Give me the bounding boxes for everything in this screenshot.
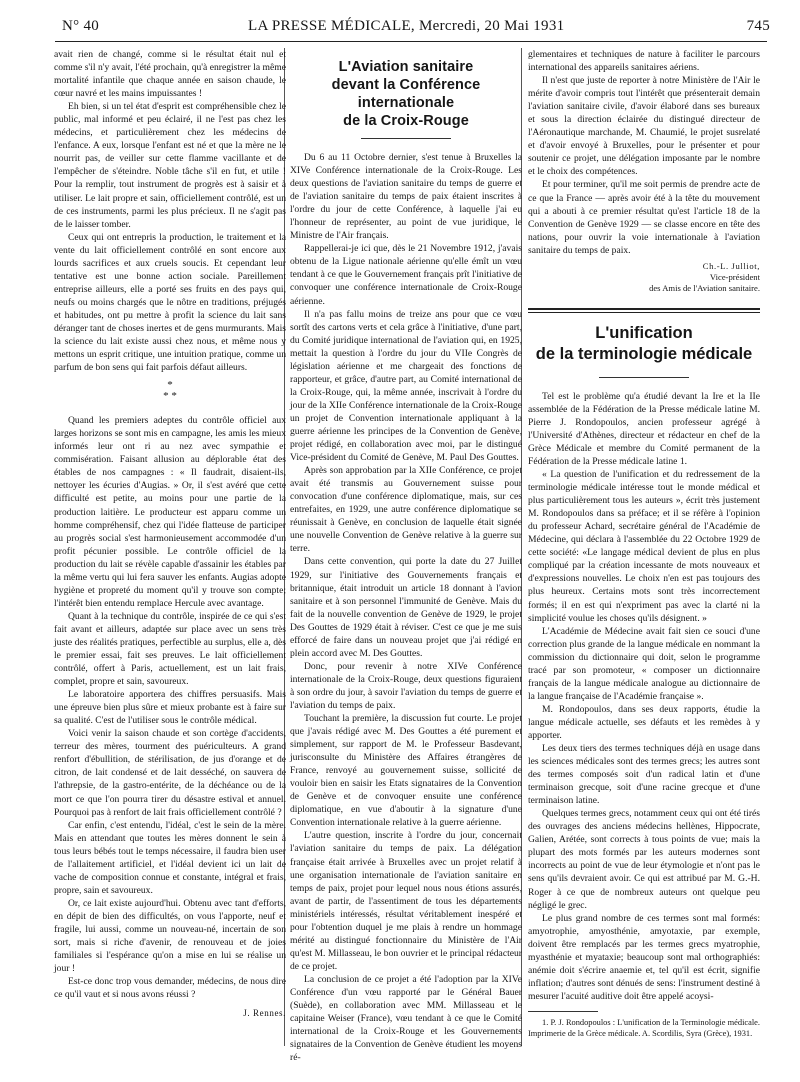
article-separator-thin xyxy=(528,312,760,313)
page-header xyxy=(48,18,770,40)
issue-number: N° 40 xyxy=(62,18,100,34)
paragraph: Dans cette convention, qui porte la date du 27 Juillet 1929, sur l'initiative des Gouvernements français et britannique, était introduit un article 18 donnant à l'avion sanitaire et à son personnel l'immunité de Genève. Mais du fait de la nouvelle convention de Genève de 1929, le projet Des Gouttes de 1929 était à réviser. C'est ce que je me suis efforcé de faire dans un nouveau projet que j'ai rédigé en plein accord avec M. Des Gouttes. xyxy=(290,556,522,659)
title-line: de la Croix-Rouge xyxy=(343,113,469,129)
author-role: Vice-président xyxy=(709,271,760,282)
header-rule xyxy=(55,41,767,42)
author-signature-block xyxy=(528,261,760,294)
column-3 xyxy=(528,48,760,1058)
title-line: de la terminologie médicale xyxy=(535,344,753,363)
paragraph: « La question de l'unification et du redressement de la terminologie médicale intéresse tout le monde médical et plus particulièrement tous les auteurs », écrit très justement M. Rondopoulos dans sa préface; et il se réfère à l'opinion du professeur Achard, secrétaire général de l'Académie de Médecine, qui déclara à l'assemblée du 22 Octobre 1929 de cette société: «Le langage médical devient de plus en plus compliqué par la création incessante de mots nouveaux et d'expressions nouvelles. Le choix n'en est pas toujours des plus heureux. Certains mots sont très incorrectement formés; il en est qui n'expriment pas avec la clarté ni la simplicité voulue les choses qu'ils désignent. » xyxy=(528,469,760,624)
column-2 xyxy=(290,48,522,1064)
paragraph: Donc, pour revenir à notre XIVe Conférence internationale de la Croix-Rouge, deux questions figuraient à son ordre du jour, à savoir l'aviation du temps de guerre et l'aviation du temps de paix. xyxy=(290,660,522,711)
paragraph: Ceux qui ont entrepris la production, le traitement et la vente du lait officiellement contrôlé en sont encore aux lourds sacrifices et aux cruels soucis. Et cependant leur tentative est une bonne action sociale. Pareillement entreprise ailleurs, elle a porté ses fruits en des pays qui, neufs ou moins chargés que le nôtre en traditions, préjugés et habitudes, ont pu mettre à profit la science du lait sans déranger tant de choses inertes et de gens murmurants. Mais la science du lait existe aussi chez nous, et même nous y mettons un esprit critique, une intuition pratique, comme un parfum de bon sens qui fait parfois défaut ailleurs. xyxy=(54,231,286,374)
paragraph: Or, ce lait existe aujourd'hui. Obtenu avec tant d'efforts, en dépit de bien des difficultés, on vous l'apporte, neuf et fragile, lui aussi, comme un nouveau-né, incertain de son sort, mais si riche d'avenir, de renouveau et de joies familiales si l'espérance qu'on a mise en lui se réalise un jour ! xyxy=(54,897,286,975)
star-bottom: * * xyxy=(163,390,177,403)
paragraph: Voici venir la saison chaude et son cortège d'accidents, terreur des mères, tourment des puériculteurs. A grand renfort d'ébullition, de stérilisation, de jus d'orange et de citron, de lait condensé et de lait desséché, on sauvera de l'athrepsie, de la gastro-entérite, de la déchéance ou de la mort ce que l'on pourra tirer du désastre estival et annuel. Pourquoi pas à renfort de lait frais officiellement contrôlé ? xyxy=(54,728,286,818)
paragraph: Il n'est que juste de reporter à notre Ministère de l'Air le mérite d'avoir compris tout l'intérêt que présenterait demain l'aviation sanitaire civile, d'avoir élaboré dans ses bureaux et sous la direction éclairée du distingué directeur de l'Aéronautique marchande, M. Chaumié, le projet susrelaté et d'avoir envoyé à Bruxelles, pour le présenter et pour soutenir ce projet, une délégation imposante par le nombre et le choix des compétences. xyxy=(528,75,760,178)
paragraph: Eh bien, si un tel état d'esprit est compréhensible chez le public, mal informé et peu éclairé, il ne l'est pas chez les médecins, et particulièrement chez les médecins de l'enfance. A eux, lorsque l'enfant est né et que la mère ne le nourrit pas, de veiller sur cette flamme vacillante et de l'empêcher de s'éteindre. Noble tâche s'il en fut, et utile ! Pour la remplir, tout instrument de progrès est à saisir et à utiliser. Le lait propre et sain, officiellement contrôlé, est un de ces instruments, parmi les plus précieux. Il ne s'agit pas de le laisser tomber. xyxy=(54,101,286,230)
paragraph: avait rien de changé, comme si le résultat était nul et comme s'il n'y avait, l'été prochain, qu'à enregistrer la même mortalité infantile que chaque année en saison chaude, le cœur navré et les mains impuissantes ! xyxy=(54,49,286,100)
paragraph: Quand les premiers adeptes du contrôle officiel aux larges horizons se sont mis en campagne, les amis les mieux informés leur ont ri au nez avec sympathie et commisération. Faisant allusion au déplorable état des étables de nos campagnes : « Il faudrait, disaient-ils, nettoyer les écuries d'Augias. » Or, il s'est avéré que cette difficulté est petite, au moins pour une partie de la production laitière. Le producteur est apparu comme un homme compréhensif, chez qui l'idée flatteuse de participer au progrès social s'est harmonieusement accommodée d'un profit pécunier possible. Le contrôle officiel de la production du lait se révèle capable d'assainir les étables par la même vertu qui lui fera sauver les enfants. Augias adopte hygiène et propreté du moment qu'il y trouve son compte; l'intérêt bien entendu remplace Hercule avec avantage. xyxy=(54,415,286,609)
paragraph: Quant à la technique du contrôle, inspirée de ce qui s'est fait avant et ailleurs, adaptée sur place avec un sens très juste des réalités pratiques, perfectible au surplus, elle a, dès le premier essai, fait ses preuves. Le lait officiellement contrôlé, offert à Paris, actuellement, est un lait frais, complet, propre et sain, savoureux. xyxy=(54,610,286,688)
paragraph: Touchant la première, la discussion fut courte. Le projet que j'avais rédigé avec M. Des Gouttes a été purement et simplement, sur rapport de M. le Professeur Basdevant, jurisconsulte du Ministère des Affaires étrangères de France, renvoyé au gouvernement suisse, sollicité de vouloir bien en saisir les Etats signataires de la Convention de Genève et de convoquer ensuite une conférence diplomatique, en vue d'aboutir à la signature d'une Convention internationale relative à la guerre aérienne. xyxy=(290,713,522,829)
paragraph: Tel est le problème qu'a étudié devant la Ire et la IIe assemblée de la Fédération de la Presse médicale latine M. Pierre J. Rondopoulos, ancien professeur agrégé à l'Université d'Athènes, directeur et rédacteur en chef de la Grèce Médicale et membre du Comité permanent de la Fédération de la Presse médicale latine 1. xyxy=(528,390,760,467)
footnote: 1. P. J. Rondopoulos : L'unification de la Terminologie médicale. Imprimerie de la Grèce médicale. A. Scordilis, Syra (Grèce), 1931. xyxy=(528,1017,760,1038)
article-separator xyxy=(528,308,760,310)
paragraph: glementaires et techniques de nature à faciliter le parcours international des appareils sanitaires aériens. xyxy=(528,49,760,74)
paragraph: Après son approbation par la XIIe Conférence, ce projet avait été transmis au Gouvernement suisse pour convocation d'une conférence diplomatique, mais, sur ces entrefaites, en 1929, une autre conférence diplomatique se réunissait à Genève, en conclusion de laquelle était signée une nouvelle Convention de Genève relative à la guerre sur terre. xyxy=(290,465,522,555)
paragraph: Il n'a pas fallu moins de treize ans pour que ce vœu sortît des cartons verts et cela grâce à l'initiative, d'une part, du Comité juridique international de l'aviation qui, en 1925, mettait la question à l'ordre du jour du VIIe Congrès de législation aérienne et me chargeait des fonctions de rapporteur, et grâce, d'autre part, au Comité international de la Croix-Rouge, qui, la même année, inscrivait à l'ordre du jour de la XIIe Conférence internationale de la Croix-Rouge un projet de Convention internationale appliquant à la guerre aérienne les principes de la Convention de Genève, projet rédigé, en collaboration avec moi, par le distingué Vice-président du Comité de Genève, M. Paul Des Gouttes. xyxy=(290,308,522,464)
article-title-terminology xyxy=(528,323,760,365)
paragraph: M. Rondopoulos, dans ses deux rapports, étudie la langue médicale actuelle, ses défauts et les remèdes à y apporter. xyxy=(528,703,760,741)
paragraph: Les deux tiers des termes techniques déjà en usage dans les sciences médicales sont des termes grecs; les autres sont des termes composés soit d'un radical latin et d'une terminaison grecque, soit d'une racine grecque et d'une terminaison latine. xyxy=(528,743,760,807)
paragraph: Du 6 au 11 Octobre dernier, s'est tenue à Bruxelles la XIVe Conférence internationale de la Croix-Rouge. Les deux questions de l'aviation sanitaire du temps de guerre et de l'aviation sanitaire du temps de paix étaient inscrites à l'ordre du jour de cette Conférence, à laquelle j'ai eu l'honneur de représenter, au point de vue juridique, le Ministre de l'Air français. xyxy=(290,152,522,242)
paragraph: Le plus grand nombre de ces termes sont mal formés: amyotrophie, amyosthénie, amyotaxie, par exemple, doivent être remplacés par les termes grecs myatrophie, myasthénie et myataxie; beaucoup sont mal orthographiés: anémie doit s'écrire anaemie et, tel qu'il est écrit, signifie inflation; d'autres sont dénués de sens: l'instrument destiné à mesurer l'acuité auditive doit être appelé acoysi- xyxy=(528,912,760,1002)
title-rule xyxy=(361,138,451,139)
paragraph: Le laboratoire apportera des chiffres persuasifs. Mais une épreuve bien plus sûre et mieux probante est à faire sur sa qualité. C'est de l'utiliser sous le contrôle médical. xyxy=(54,689,286,727)
paragraph: La conclusion de ce projet a été l'adoption par la XIVe Conférence d'un vœu rapporté par le Général Bauer (Suède), en collaboration avec MM. Millasseau et le capitaine Weiser (France), vœu tendant à ce que le Comité international de la Croix-Rouge et les Gouvernements signataires de la Convention de Genève étudient les moyens ré- xyxy=(290,973,522,1064)
paragraph: Rappellerai-je ici que, dès le 21 Novembre 1912, j'avais obtenu de la Ligue nationale aérienne qu'elle émît un vœu tendant à ce que le Gouvernement français prît l'initiative de convoquer une conférence internationale de Croix-Rouge aérienne. xyxy=(290,243,522,307)
author-name: Ch.-L. Julliot, xyxy=(702,260,760,271)
author-affiliation: des Amis de l'Aviation sanitaire. xyxy=(649,282,760,293)
title-line: devant la Conférence internationale xyxy=(331,77,481,111)
title-line: L'unification xyxy=(595,323,693,342)
paragraph: L'autre question, inscrite à l'ordre du jour, concernait l'aviation sanitaire du temps de paix. La délégation française était arrivée à Bruxelles avec un projet relatif à une organisation internationale de l'aviation sanitaire en temps de paix, projet pour lequel nous nous étions assurés, avant de partir, de l'assentiment de tous les départements ministériels intéressés, résultat véritablement inespéré et pour l'obtention duquel je me plais à rendre un hommage mérité au distingué fonctionnaire du Ministère de l'Air qu'est M. Millasseau, le bon ouvrier et le principal rédacteur de ce projet. xyxy=(290,830,522,972)
star-top: * xyxy=(167,379,173,392)
author-signature: J. Rennes. xyxy=(243,1008,286,1019)
paragraph: Car enfin, c'est entendu, l'idéal, c'est le sein de la mère. Mais en attendant que toutes les mères donnent le sein à tous leurs bébés tout le temps nécessaire, il faudra bien user de l'allaitement artificiel, et l'idéal devient ici un lait de vache de composition connue et constante, intégral et frais, propre, sain et savoureux. xyxy=(54,819,286,896)
title-line: L'Aviation sanitaire xyxy=(338,59,474,75)
paragraph: Et pour terminer, qu'il me soit permis de prendre acte de ce que la France — après avoir été à la tête du mouvement qui a abouti à ce premier résultat qu'est l'article 18 de la Convention de Genève 1929 — se classe encore en tête des nations, pour ouvrir la voie internationale à l'aviation sanitaire du temps de paix. xyxy=(528,179,760,256)
title-rule xyxy=(599,377,689,378)
paragraph: Est-ce donc trop vous demander, médecins, de nous dire ce qu'il vaut et si nous avons réussi ? xyxy=(54,976,286,1001)
paragraph: Quelques termes grecs, notamment ceux qui ont été tirés des ouvrages des anciens médecins hellènes, Hippocrate, Galien, Arétée, sont corrects à tous points de vue; mais la plupart des mots formés par les auteurs modernes sont incorrects au point de vue de leur étymologie et n'ont pas le sens qu'ils devraient avoir. Ce qui est attribué par M. G.-H. Roger à ce que de nombreux auteurs ont quelque peu négligé le grec. xyxy=(528,808,760,911)
page-number: 745 xyxy=(746,18,770,34)
footnote-rule xyxy=(528,1011,598,1012)
paragraph: L'Académie de Médecine avait fait sien ce souci d'une correction plus grande de la langue médicale en nommant la commission du dictionnaire qui doit, selon le programme tracé par son promoteur, « composer un dictionnaire français de la langue médicale analogue au dictionnaire de la langue française de l'Académie française ». xyxy=(528,625,760,702)
section-stars xyxy=(54,380,286,402)
column-1 xyxy=(54,48,286,1048)
article-title-aviation xyxy=(290,58,522,130)
journal-title-date: LA PRESSE MÉDICALE, Mercredi, 20 Mai 1931 xyxy=(248,18,565,34)
